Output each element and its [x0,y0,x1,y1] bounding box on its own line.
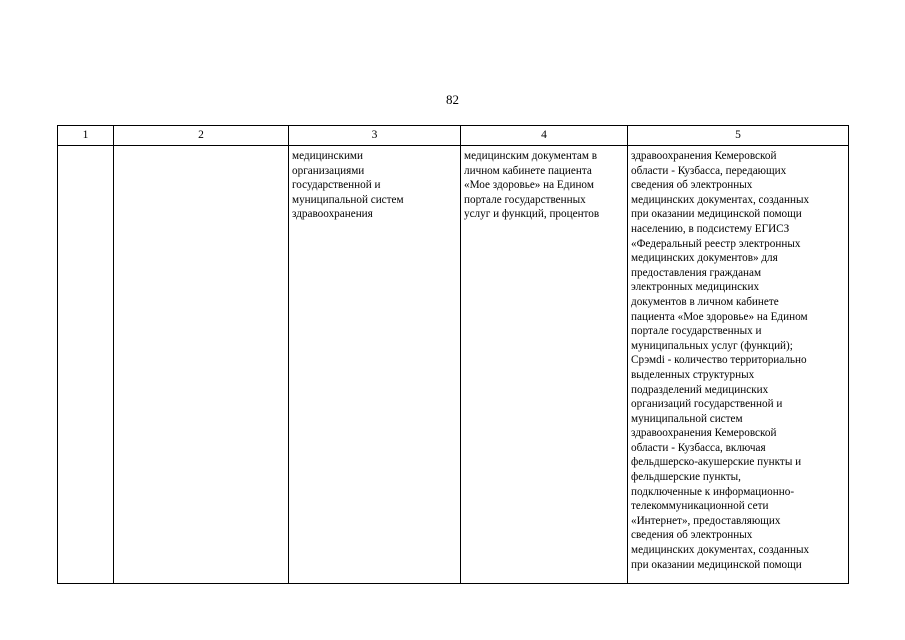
cell-col-3: медицинскими организациями государственной и муниципальной систем здравоохранения [289,146,461,584]
column-header-4: 4 [461,126,628,146]
column-header-2: 2 [114,126,289,146]
cell-col-1 [58,146,114,584]
column-header-5: 5 [628,126,849,146]
column-header-1: 1 [58,126,114,146]
cell-col-2 [114,146,289,584]
page-number: 82 [446,92,459,107]
column-header-3: 3 [289,126,461,146]
table-header-row [58,126,849,146]
cell-col-5: здравоохранения Кемеровской области - Кузбасса, передающих сведения об электронных медицинских документах, созданных при оказании медицинской помощи населению, в подсистему ЕГИСЗ «Федеральный реестр электронных медицинских документов» для предоставления гражданам электронных медицинских документов в личном кабинете пациента «Мое здоровье» на Едином портале государственных и муниципальных услуг (функций); Cрэмdi - количество территориально выделенных структурных подразделений медицинских организаций государственной и муниципальной систем здравоохранения Кемеровской области - Кузбасса, включая фельдшерско-акушерские пункты и фельдшерские пункты, подключенные к информационно- телекоммуникационной сети «Интернет», предоставляющих сведения об электронных медицинских документах, созданных при оказании медицинской помощи [628,146,849,584]
table-row [58,146,849,584]
cell-col-4: медицинским документам в личном кабинете пациента «Мое здоровье» на Едином портале государственных услуг и функций, процентов [461,146,628,584]
data-table [57,125,849,584]
